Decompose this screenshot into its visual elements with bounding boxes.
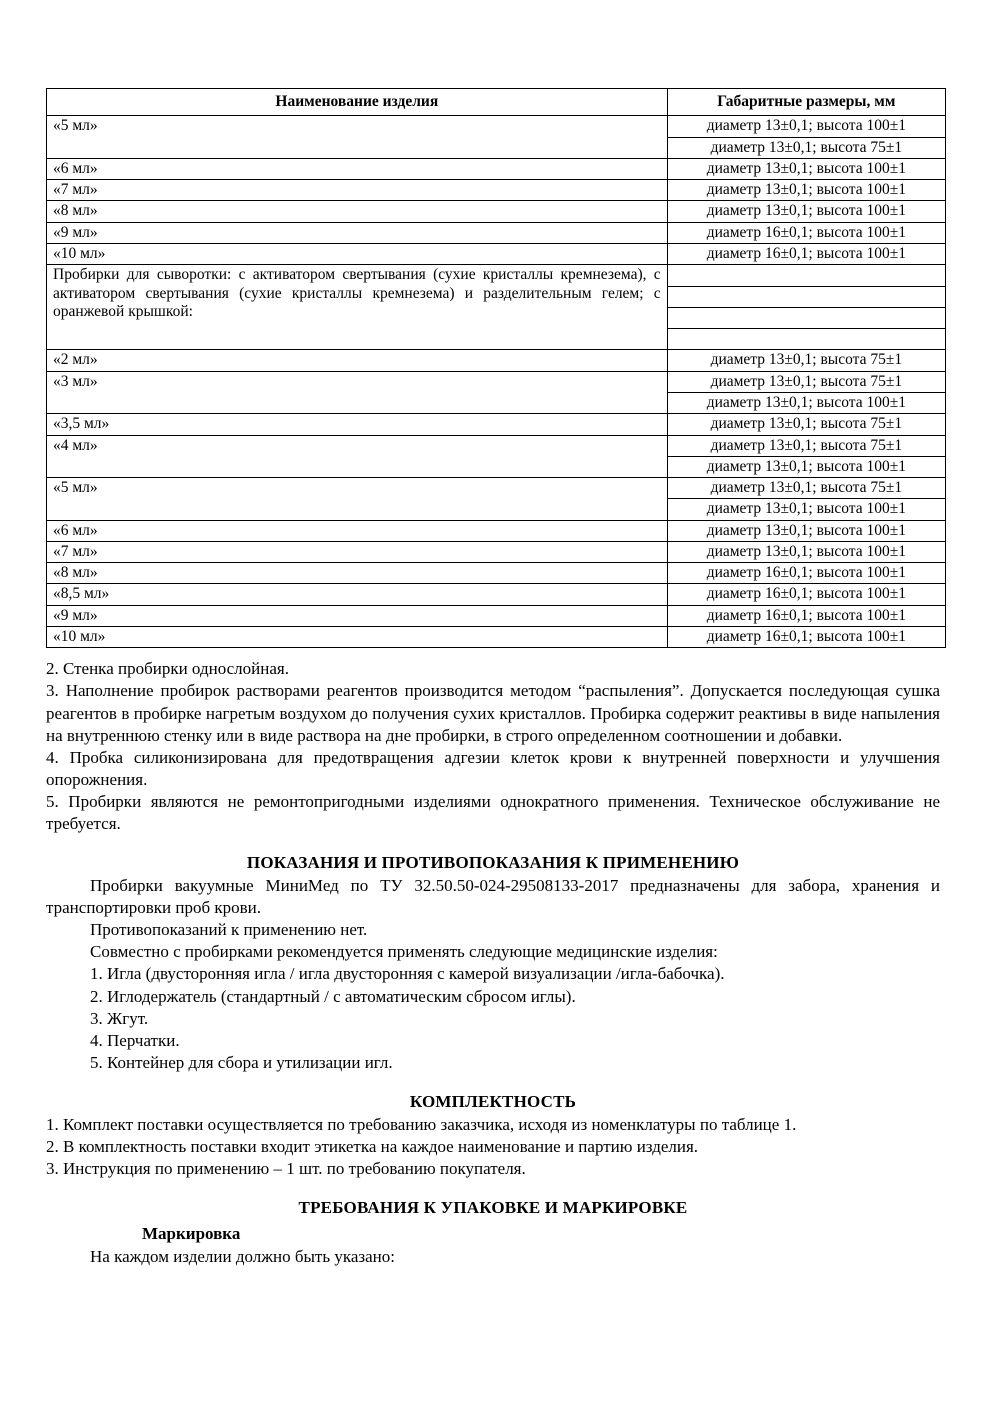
table-row	[47, 222, 946, 243]
cell-dimension: диаметр 13±0,1; высота 75±1	[667, 137, 945, 158]
cell-dimension: диаметр 13±0,1; высота 100±1	[667, 520, 945, 541]
cell-dimension: диаметр 13±0,1; высота 100±1	[667, 116, 945, 137]
table-row	[47, 371, 946, 392]
subheading-marking: Маркировка	[142, 1224, 241, 1244]
list-item: 5. Контейнер для сбора и утилизации игл.	[90, 1052, 393, 1072]
table-row	[47, 350, 946, 371]
cell-dimension-empty	[667, 286, 945, 307]
cell-dimension: диаметр 13±0,1; высота 75±1	[667, 371, 945, 392]
cell-dimension: диаметр 13±0,1; высота 100±1	[667, 456, 945, 477]
cell-dimension: диаметр 16±0,1; высота 100±1	[667, 563, 945, 584]
paragraph-2: 2. Стенка пробирки однослойная.	[46, 659, 289, 679]
cell-dimension: диаметр 16±0,1; высота 100±1	[667, 243, 945, 264]
cell-product-name: «8 мл»	[47, 563, 668, 584]
table-row	[47, 116, 946, 137]
table-row	[47, 201, 946, 222]
table-row	[47, 478, 946, 499]
table-row	[47, 243, 946, 264]
table-row	[47, 627, 946, 648]
cell-dimension: диаметр 13±0,1; высота 75±1	[667, 435, 945, 456]
cell-product-name: «7 мл»	[47, 180, 668, 201]
paragraph-4: 4. Пробка силиконизирована для предотвращения адгезии клеток крови к внутренней поверхности и улучшения опорожнения.	[46, 747, 940, 789]
cell-product-name: «10 мл»	[47, 243, 668, 264]
completeness-item-1: 1. Комплект поставки осуществляется по требованию заказчика, исходя из номенклатуры по таблице 1.	[46, 1114, 797, 1134]
cell-dimension-empty	[667, 265, 945, 286]
section-intro-text: Пробирки для сыворотки: с активатором свертывания (сухие кристаллы кремнезема), с активатором свертывания (сухие кристаллы кремнезема) и разделительным гелем; с оранжевой крышкой:	[53, 266, 661, 320]
section-heading-completeness: КОМПЛЕКТНОСТЬ	[409, 1091, 577, 1111]
cell-dimension-empty	[667, 307, 945, 328]
table-row	[47, 605, 946, 626]
completeness-item-2: 2. В комплектность поставки входит этикетка на каждое наименование и партию изделия.	[46, 1137, 699, 1156]
cell-dimension: диаметр 13±0,1; высота 100±1	[667, 158, 945, 179]
cell-product-name: «3,5 мл»	[47, 414, 668, 435]
cell-product-name: «8 мл»	[47, 201, 668, 222]
indications-paragraph-2: Противопоказаний к применению нет.	[90, 920, 368, 940]
list-item: 3. Жгут.	[90, 1008, 149, 1028]
cell-dimension: диаметр 16±0,1; высота 100±1	[667, 222, 945, 243]
table-row	[47, 158, 946, 179]
cell-section-intro	[47, 265, 668, 350]
cell-dimension: диаметр 16±0,1; высота 100±1	[667, 584, 945, 605]
packaging-paragraph-1: На каждом изделии должно быть указано:	[90, 1247, 395, 1267]
cell-product-name: «6 мл»	[47, 158, 668, 179]
cell-dimension: диаметр 13±0,1; высота 100±1	[667, 541, 945, 562]
cell-product-name: «2 мл»	[47, 350, 668, 371]
cell-product-name: «10 мл»	[47, 627, 668, 648]
section-heading-indications: ПОКАЗАНИЯ И ПРОТИВОПОКАЗАНИЯ К ПРИМЕНЕНИЮ	[246, 853, 740, 873]
specification-table	[46, 88, 946, 648]
cell-product-name: «3 мл»	[47, 371, 668, 414]
cell-product-name: «9 мл»	[47, 222, 668, 243]
cell-product-name: «9 мл»	[47, 605, 668, 626]
table-section-row	[47, 265, 946, 286]
cell-product-name: «5 мл»	[47, 478, 668, 521]
completeness-item-3: 3. Инструкция по применению – 1 шт. по требованию покупателя.	[46, 1159, 526, 1179]
cell-dimension: диаметр 13±0,1; высота 100±1	[667, 180, 945, 201]
table-header-row	[47, 89, 946, 116]
cell-dimension-empty	[667, 329, 945, 350]
cell-dimension: диаметр 16±0,1; высота 100±1	[667, 605, 945, 626]
numbered-paragraphs	[46, 658, 940, 835]
list-item: 1. Игла (двусторонняя игла / игла двусторонняя с камерой визуализации /игла-бабочка).	[90, 964, 725, 984]
cell-dimension: диаметр 13±0,1; высота 100±1	[667, 499, 945, 520]
column-header-name: Наименование изделия	[47, 89, 668, 116]
table-row	[47, 541, 946, 562]
table-row	[47, 584, 946, 605]
cell-dimension: диаметр 13±0,1; высота 75±1	[667, 414, 945, 435]
cell-product-name: «7 мл»	[47, 541, 668, 562]
table-row	[47, 414, 946, 435]
list-item: 2. Иглодержатель (стандартный / с автоматическим сбросом иглы).	[90, 986, 576, 1006]
table-row	[47, 180, 946, 201]
cell-dimension: диаметр 13±0,1; высота 75±1	[667, 478, 945, 499]
cell-product-name: «8,5 мл»	[47, 584, 668, 605]
table-row	[47, 563, 946, 584]
paragraph-5: 5. Пробирки являются не ремонтопригодными изделиями однократного применения. Техническое обслуживание не требуется.	[46, 791, 940, 833]
list-item: 4. Перчатки.	[90, 1030, 180, 1050]
cell-dimension: диаметр 13±0,1; высота 75±1	[667, 350, 945, 371]
cell-product-name: «5 мл»	[47, 116, 668, 159]
column-header-dimensions: Габаритные размеры, мм	[667, 89, 945, 116]
section-heading-packaging: ТРЕБОВАНИЯ К УПАКОВКЕ И МАРКИРОВКЕ	[298, 1198, 688, 1218]
cell-product-name: «6 мл»	[47, 520, 668, 541]
indications-paragraph-3: Совместно с пробирками рекомендуется применять следующие медицинские изделия:	[90, 942, 718, 962]
table-row	[47, 435, 946, 456]
table-row	[47, 520, 946, 541]
indications-paragraph-1: Пробирки вакуумные МиниМед по ТУ 32.50.50-024-29508133-2017 предназначены для забора, хранения и транспортировки проб крови.	[46, 876, 940, 918]
paragraph-3: 3. Наполнение пробирок растворами реагентов производится методом “распыления”. Допускается последующая сушка реагентов в пробирке нагретым воздухом до получения сухих кристаллов. Пробирка содержит реактивы в виде напыления на внутреннюю стенку или в виде раствора на дне пробирки, в строго определенном соотношении и добавки.	[46, 681, 940, 745]
cell-dimension: диаметр 16±0,1; высота 100±1	[667, 627, 945, 648]
cell-product-name: «4 мл»	[47, 435, 668, 478]
cell-dimension: диаметр 13±0,1; высота 100±1	[667, 392, 945, 413]
cell-dimension: диаметр 13±0,1; высота 100±1	[667, 201, 945, 222]
